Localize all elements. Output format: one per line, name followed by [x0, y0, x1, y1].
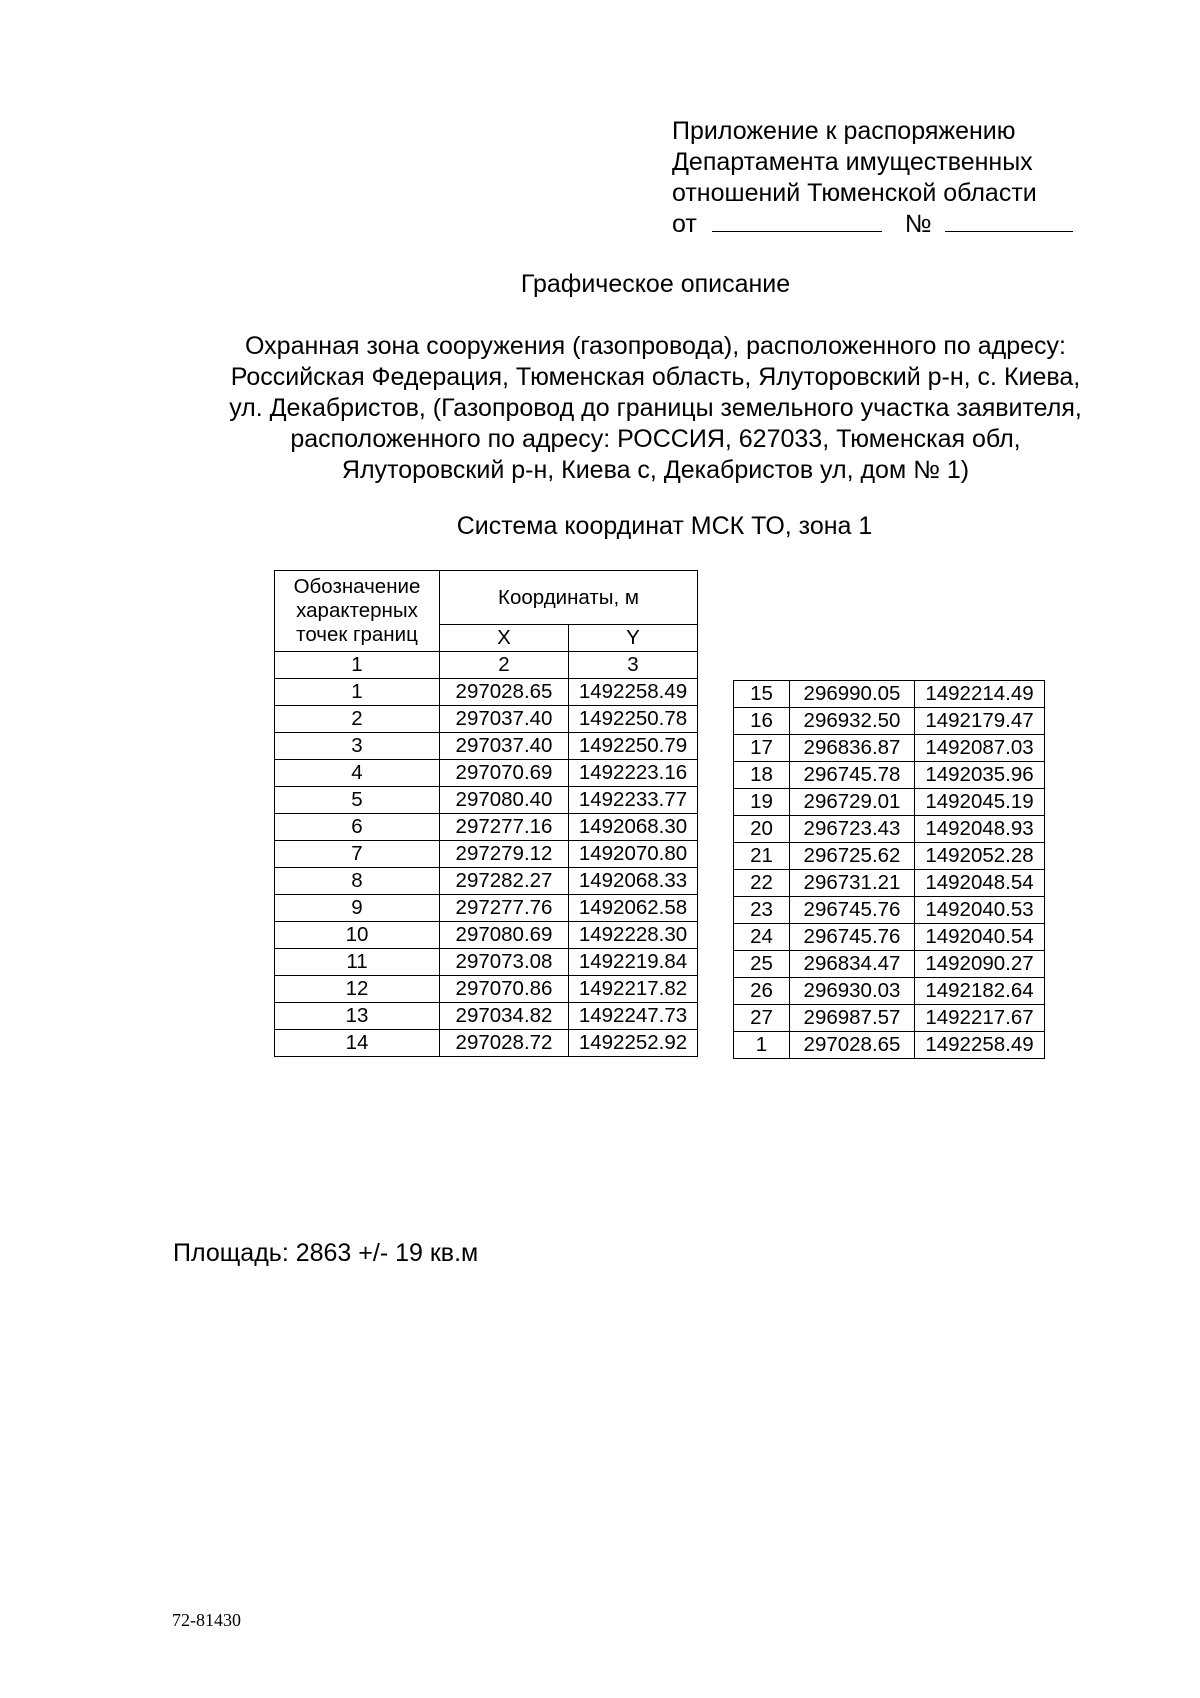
x-coordinate-cell: 297070.69 [440, 760, 569, 787]
appendix-header [672, 116, 1073, 240]
x-coordinate-cell: 296987.57 [790, 1005, 915, 1032]
table-row [734, 951, 1045, 978]
x-coordinate-cell: 297034.82 [440, 1003, 569, 1030]
y-coordinate-cell: 1492040.53 [915, 897, 1045, 924]
x-coordinate-cell: 296834.47 [790, 951, 915, 978]
y-coordinate-cell: 1492217.82 [569, 976, 698, 1003]
header-point-designation [275, 571, 440, 652]
point-cell: 21 [734, 843, 790, 870]
y-coordinate-cell: 1492048.54 [915, 870, 1045, 897]
y-coordinate-cell: 1492219.84 [569, 949, 698, 976]
header-point-line: характерных [296, 599, 418, 622]
table-column-number-row [275, 652, 698, 679]
appendix-date-number-line [672, 209, 1073, 240]
from-label: от [672, 210, 697, 238]
point-cell: 23 [734, 897, 790, 924]
y-coordinate-cell: 1492040.54 [915, 924, 1045, 951]
table-row [734, 681, 1045, 708]
x-coordinate-cell: 297028.65 [790, 1032, 915, 1059]
table-row [275, 841, 698, 868]
area-value: Площадь: 2863 +/- 19 кв.м [173, 1239, 479, 1267]
x-coordinate-cell: 297282.27 [440, 868, 569, 895]
table-row [275, 787, 698, 814]
y-coordinate-cell: 1492052.28 [915, 843, 1045, 870]
column-number: 3 [569, 652, 698, 679]
coordinates-table-right [733, 680, 1045, 1059]
y-coordinate-cell: 1492233.77 [569, 787, 698, 814]
table-row [275, 814, 698, 841]
y-coordinate-cell: 1492214.49 [915, 681, 1045, 708]
number-label: № [904, 210, 932, 238]
x-coordinate-cell: 296745.76 [790, 924, 915, 951]
zone-description [0, 331, 1200, 486]
point-cell: 11 [275, 949, 440, 976]
document-title: Графическое описание [520, 270, 791, 298]
column-number: 1 [275, 652, 440, 679]
column-number: 2 [440, 652, 569, 679]
x-coordinate-cell: 296745.76 [790, 897, 915, 924]
x-coordinate-cell: 296723.43 [790, 816, 915, 843]
description-line: Охранная зона сооружения (газопровода), расположенного по адресу: [245, 332, 1066, 360]
y-coordinate-cell: 1492090.27 [915, 951, 1045, 978]
x-coordinate-cell: 296932.50 [790, 708, 915, 735]
table-row [275, 733, 698, 760]
point-cell: 2 [275, 706, 440, 733]
table-row [734, 897, 1045, 924]
y-coordinate-cell: 1492087.03 [915, 735, 1045, 762]
description-line: Российская Федерация, Тюменская область, Ялуторовский р-н, с. Киева, [230, 363, 1081, 391]
table-row [275, 868, 698, 895]
appendix-line-3: отношений Тюменской области [672, 179, 1037, 207]
x-coordinate-cell: 296725.62 [790, 843, 915, 870]
x-coordinate-cell: 297277.16 [440, 814, 569, 841]
y-coordinate-cell: 1492258.49 [569, 679, 698, 706]
point-cell: 1 [734, 1032, 790, 1059]
table-row [275, 1030, 698, 1057]
x-coordinate-cell: 296930.03 [790, 978, 915, 1005]
point-cell: 14 [275, 1030, 440, 1057]
x-coordinate-cell: 297028.65 [440, 679, 569, 706]
y-coordinate-cell: 1492045.19 [915, 789, 1045, 816]
point-cell: 3 [275, 733, 440, 760]
x-coordinate-cell: 297277.76 [440, 895, 569, 922]
table-row [275, 895, 698, 922]
y-coordinate-cell: 1492247.73 [569, 1003, 698, 1030]
x-coordinate-cell: 297070.86 [440, 976, 569, 1003]
table-row [734, 816, 1045, 843]
x-coordinate-cell: 297037.40 [440, 706, 569, 733]
header-coordinates: Координаты, м [440, 571, 698, 625]
table-row [275, 1003, 698, 1030]
point-cell: 27 [734, 1005, 790, 1032]
table-row [734, 762, 1045, 789]
y-coordinate-cell: 1492035.96 [915, 762, 1045, 789]
y-coordinate-cell: 1492252.92 [569, 1030, 698, 1057]
table-row [275, 706, 698, 733]
point-cell: 6 [275, 814, 440, 841]
table-row [275, 679, 698, 706]
point-cell: 25 [734, 951, 790, 978]
point-cell: 13 [275, 1003, 440, 1030]
x-coordinate-cell: 297037.40 [440, 733, 569, 760]
header-y: Y [569, 625, 698, 652]
y-coordinate-cell: 1492250.78 [569, 706, 698, 733]
point-cell: 4 [275, 760, 440, 787]
point-cell: 24 [734, 924, 790, 951]
header-point-line: Обозначение [293, 575, 421, 598]
appendix-line-1: Приложение к распоряжению [672, 117, 1016, 145]
table-row [734, 735, 1045, 762]
table-row [734, 1032, 1045, 1059]
table-row [275, 976, 698, 1003]
coordinate-system: Система координат МСК ТО, зона 1 [456, 512, 873, 540]
table-row [734, 924, 1045, 951]
point-cell: 5 [275, 787, 440, 814]
description-line: Ялуторовский р-н, Киева с, Декабристов ул, дом № 1) [341, 456, 970, 484]
table-row [734, 708, 1045, 735]
x-coordinate-cell: 296729.01 [790, 789, 915, 816]
x-coordinate-cell: 297279.12 [440, 841, 569, 868]
point-cell: 20 [734, 816, 790, 843]
y-coordinate-cell: 1492062.58 [569, 895, 698, 922]
x-coordinate-cell: 297028.72 [440, 1030, 569, 1057]
table-row [275, 949, 698, 976]
y-coordinate-cell: 1492048.93 [915, 816, 1045, 843]
x-coordinate-cell: 297080.40 [440, 787, 569, 814]
point-cell: 16 [734, 708, 790, 735]
y-coordinate-cell: 1492179.47 [915, 708, 1045, 735]
x-coordinate-cell: 297080.69 [440, 922, 569, 949]
point-cell: 19 [734, 789, 790, 816]
x-coordinate-cell: 296731.21 [790, 870, 915, 897]
point-cell: 18 [734, 762, 790, 789]
y-coordinate-cell: 1492217.67 [915, 1005, 1045, 1032]
point-cell: 15 [734, 681, 790, 708]
y-coordinate-cell: 1492068.30 [569, 814, 698, 841]
point-cell: 1 [275, 679, 440, 706]
header-point-line: точек границ [296, 623, 418, 646]
y-coordinate-cell: 1492258.49 [915, 1032, 1045, 1059]
point-cell: 9 [275, 895, 440, 922]
y-coordinate-cell: 1492182.64 [915, 978, 1045, 1005]
point-cell: 12 [275, 976, 440, 1003]
point-cell: 7 [275, 841, 440, 868]
point-cell: 10 [275, 922, 440, 949]
y-coordinate-cell: 1492070.80 [569, 841, 698, 868]
table-row [734, 870, 1045, 897]
point-cell: 17 [734, 735, 790, 762]
point-cell: 26 [734, 978, 790, 1005]
point-cell: 8 [275, 868, 440, 895]
x-coordinate-cell: 296836.87 [790, 735, 915, 762]
table-row [734, 789, 1045, 816]
description-line: ул. Декабристов, (Газопровод до границы земельного участка заявителя, [229, 394, 1082, 422]
x-coordinate-cell: 297073.08 [440, 949, 569, 976]
table-header-row [275, 571, 698, 625]
coordinates-table-left [274, 570, 698, 1057]
x-coordinate-cell: 296990.05 [790, 681, 915, 708]
y-coordinate-cell: 1492068.33 [569, 868, 698, 895]
y-coordinate-cell: 1492223.16 [569, 760, 698, 787]
y-coordinate-cell: 1492228.30 [569, 922, 698, 949]
table-row [275, 922, 698, 949]
description-line: расположенного по адресу: РОССИЯ, 627033, Тюменская обл, [290, 425, 1021, 453]
y-coordinate-cell: 1492250.79 [569, 733, 698, 760]
document-number: 72-81430 [172, 1610, 241, 1630]
appendix-line-2: Департамента имущественных [672, 148, 1033, 176]
table-row [734, 1005, 1045, 1032]
header-x: X [440, 625, 569, 652]
date-blank-line [712, 209, 882, 232]
table-row [734, 843, 1045, 870]
table-row [275, 760, 698, 787]
number-blank-line [945, 209, 1073, 232]
point-cell: 22 [734, 870, 790, 897]
x-coordinate-cell: 296745.78 [790, 762, 915, 789]
table-row [734, 978, 1045, 1005]
